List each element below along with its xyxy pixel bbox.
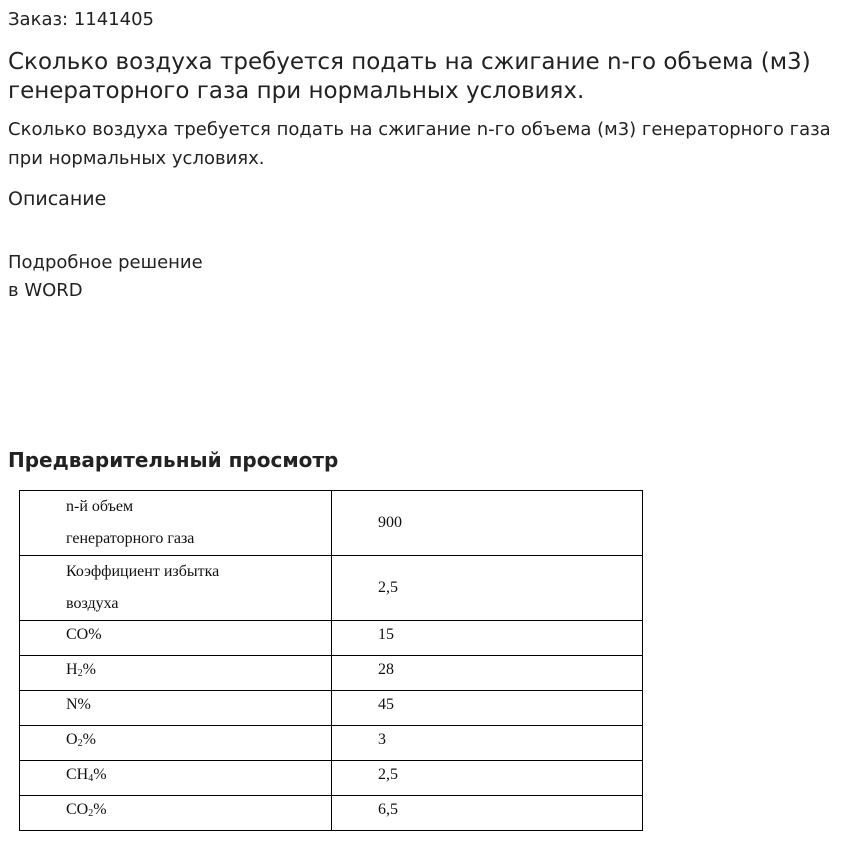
table-row (20, 726, 643, 761)
description-line: Подробное решение (8, 252, 203, 273)
label-suffix: % (82, 731, 96, 748)
table-cell-value: 6,5 (332, 796, 643, 831)
label-subscript: 2 (77, 738, 83, 749)
label-subscript: 2 (77, 668, 83, 679)
table-row (20, 796, 643, 831)
label-subscript: 4 (88, 773, 94, 784)
table-cell-label (20, 726, 332, 761)
table-cell-label (20, 761, 332, 796)
page-title: Сколько воздуха требуется подать на сжигание n-го объема (м3) генераторного газа при нормальных условиях. (8, 49, 811, 104)
description-line: в WORD (8, 280, 83, 301)
preview-heading: Предварительный просмотр (8, 448, 339, 472)
label-suffix: % (93, 801, 107, 818)
preview-table (19, 490, 643, 831)
table-cell-label: CO% (20, 621, 332, 656)
label-line: n-й объем (66, 498, 134, 515)
table-row (20, 556, 643, 621)
label-main: H (66, 661, 78, 678)
table-row (20, 491, 643, 556)
table-cell-label: N% (20, 691, 332, 726)
table-row (20, 691, 643, 726)
table-cell-value: 2,5 (332, 556, 643, 621)
table-cell-label (20, 796, 332, 831)
table-cell-label (20, 556, 332, 621)
table-cell-value: 45 (332, 691, 643, 726)
table-cell-label (20, 656, 332, 691)
table-cell-value: 3 (332, 726, 643, 761)
order-number: Заказ: 1141405 (8, 9, 154, 30)
task-text: Сколько воздуха требуется подать на сжигание n-го объема (м3) генераторного газа при нормальных условиях. (8, 119, 831, 169)
table-row (20, 621, 643, 656)
label-suffix: % (93, 766, 107, 783)
label-line: воздуха (66, 595, 119, 612)
label-main: O (66, 731, 78, 748)
table-cell-label (20, 491, 332, 556)
table-cell-value: 900 (332, 491, 643, 556)
label-line: Коэффициент избытка (66, 563, 220, 580)
table-cell-value: 15 (332, 621, 643, 656)
description-text (8, 249, 203, 305)
label-line: генераторного газа (66, 530, 195, 547)
label-suffix: % (82, 661, 96, 678)
table-row (20, 761, 643, 796)
description-heading: Описание (8, 188, 107, 210)
label-main: CH (66, 766, 89, 783)
label-main: CO (66, 801, 89, 818)
table-row (20, 656, 643, 691)
label-subscript: 2 (88, 808, 94, 819)
table-cell-value: 28 (332, 656, 643, 691)
table-cell-value: 2,5 (332, 761, 643, 796)
